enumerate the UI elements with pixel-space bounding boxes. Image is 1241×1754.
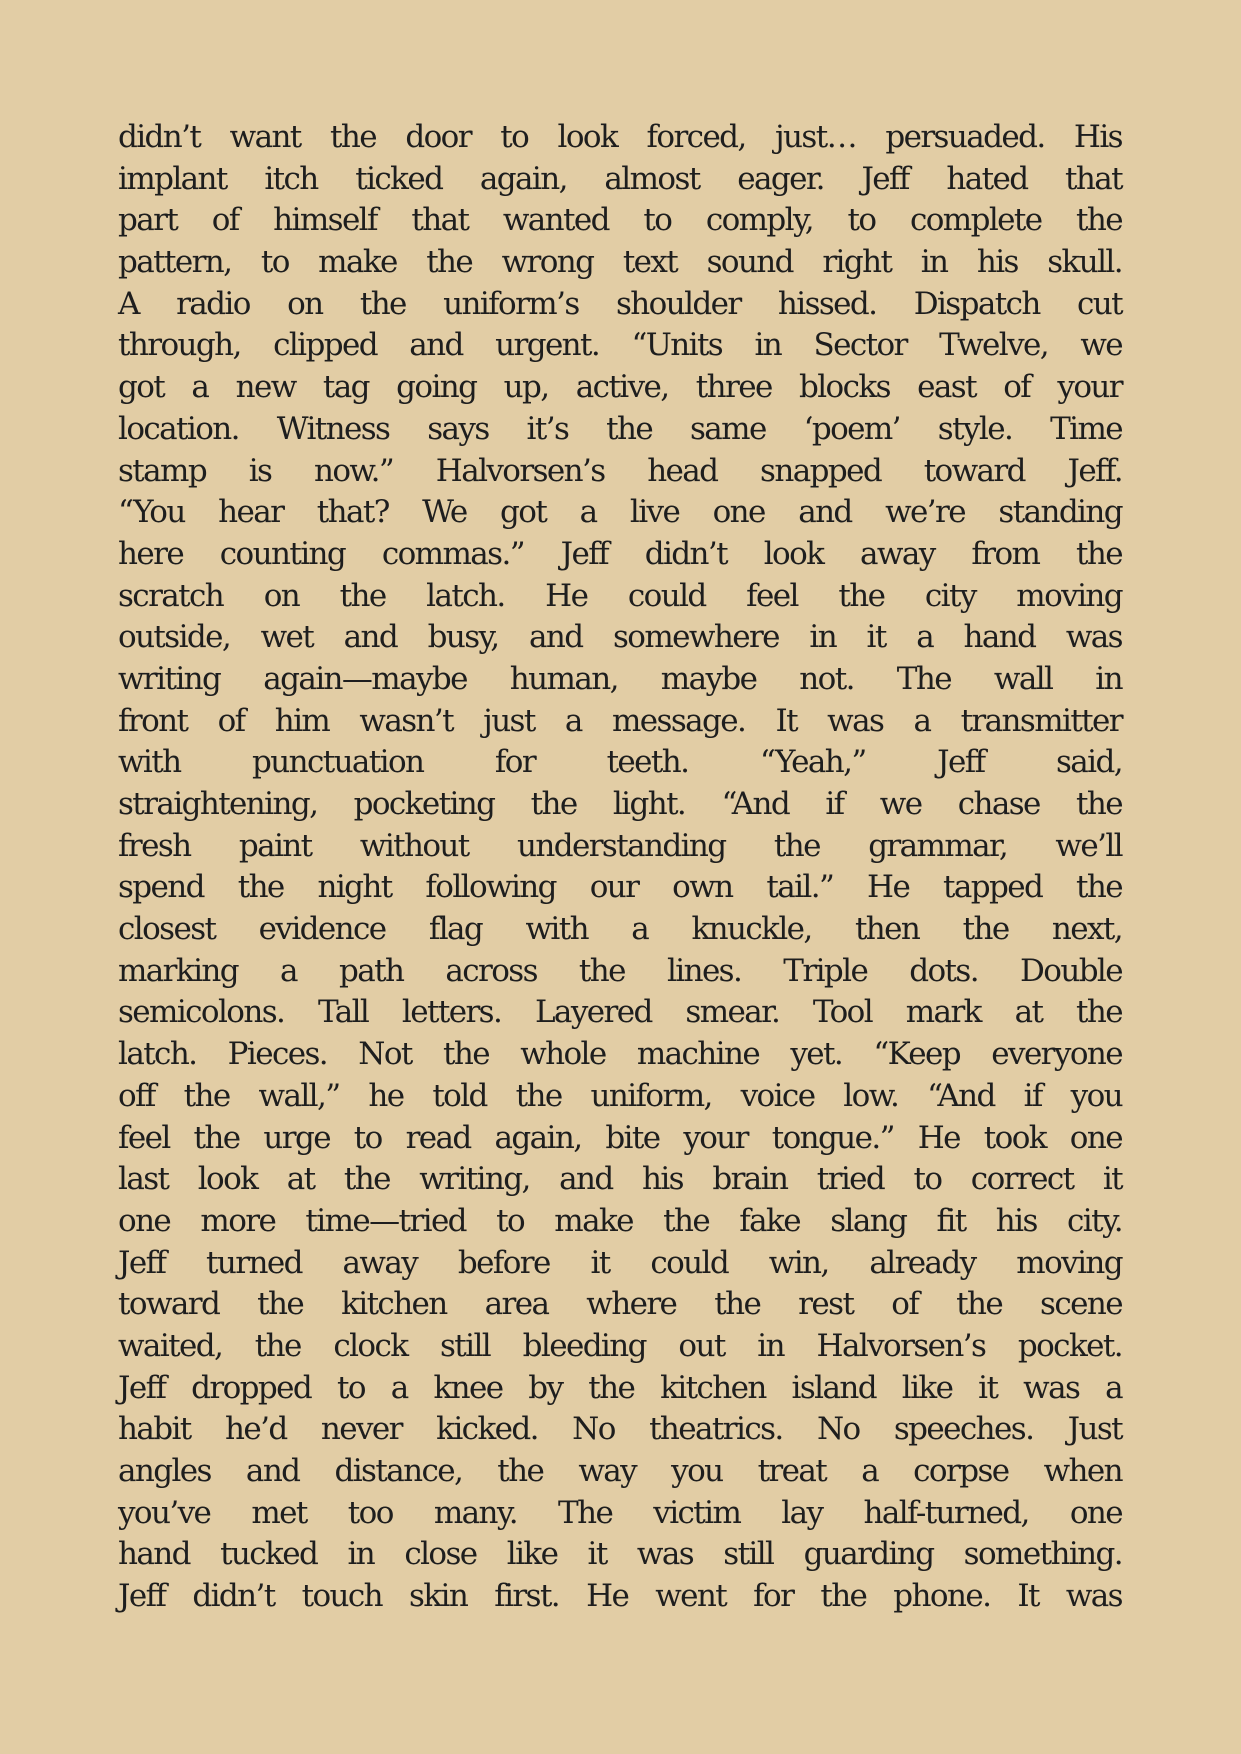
text-line: hand tucked in close like it was still guarding something.	[118, 1536, 1122, 1573]
text-line: angles and distance, the way you treat a corpse when	[118, 1453, 1122, 1489]
text-line: feel the urge to read again, bite your tongue.” He took one	[118, 1119, 1122, 1156]
text-line: latch. Pieces. Not the whole machine yet. “Keep everyone	[118, 1036, 1122, 1073]
text-line: scratch on the latch. He could feel the city moving	[118, 577, 1122, 614]
text-line: semicolons. Tall letters. Layered smear. Tool mark at the	[118, 994, 1122, 1031]
text-line: last look at the writing, and his brain tried to correct it	[118, 1161, 1122, 1198]
text-line: part of himself that wanted to comply, to complete the	[118, 202, 1122, 239]
text-line: through, clipped and urgent. “Units in Sector Twelve, we	[118, 327, 1122, 364]
text-line: spend the night following our own tail.” He tapped the	[118, 869, 1122, 906]
text-line: front of him wasn’t just a message. It was a transmitter	[118, 702, 1122, 739]
body-text	[118, 117, 1122, 1618]
text-line: stamp is now.” Halvorsen’s head snapped toward Jeff.	[118, 452, 1122, 489]
text-line: marking a path across the lines. Triple dots. Double	[118, 952, 1122, 989]
text-line: didn’t want the door to look forced, just… persuaded. His	[118, 119, 1122, 155]
text-line: got a new tag going up, active, three blocks east of your	[118, 369, 1122, 406]
text-line: habit he’d never kicked. No theatrics. No speeches. Just	[118, 1411, 1122, 1448]
text-line: outside, wet and busy, and somewhere in it a hand was	[118, 619, 1122, 656]
text-line: Jeff dropped to a knee by the kitchen island like it was a	[118, 1369, 1122, 1406]
text-line: location. Witness says it’s the same ‘poem’ style. Time	[118, 410, 1122, 447]
text-line: closest evidence flag with a knuckle, then the next,	[118, 911, 1122, 948]
text-line: Jeff didn’t touch skin first. He went for the phone. It was	[118, 1578, 1122, 1615]
text-line: implant itch ticked again, almost eager. Jeff hated that	[118, 160, 1122, 197]
text-line: with punctuation for teeth. “Yeah,” Jeff said,	[118, 744, 1122, 781]
text-line: one more time—tried to make the fake slang fit his city.	[118, 1202, 1122, 1239]
text-line: pattern, to make the wrong text sound right in his skull.	[118, 244, 1122, 281]
text-line: waited, the clock still bleeding out in Halvorsen’s pocket.	[118, 1327, 1122, 1364]
text-line: off the wall,” he told the uniform, voice low. “And if you	[118, 1077, 1122, 1114]
text-line: A radio on the uniform’s shoulder hissed. Dispatch cut	[118, 285, 1122, 322]
text-line: here counting commas.” Jeff didn’t look away from the	[118, 535, 1122, 572]
text-line: “You hear that? We got a live one and we’re standing	[118, 494, 1122, 531]
text-line: writing again—maybe human, maybe not. The wall in	[118, 660, 1122, 697]
text-line: fresh paint without understanding the grammar, we’ll	[118, 827, 1122, 864]
text-line: toward the kitchen area where the rest of the scene	[118, 1286, 1122, 1323]
text-line: Jeff turned away before it could win, already moving	[118, 1244, 1122, 1281]
text-line: straightening, pocketing the light. “And if we chase the	[118, 786, 1122, 822]
text-line: you’ve met too many. The victim lay half-turned, one	[118, 1494, 1122, 1531]
